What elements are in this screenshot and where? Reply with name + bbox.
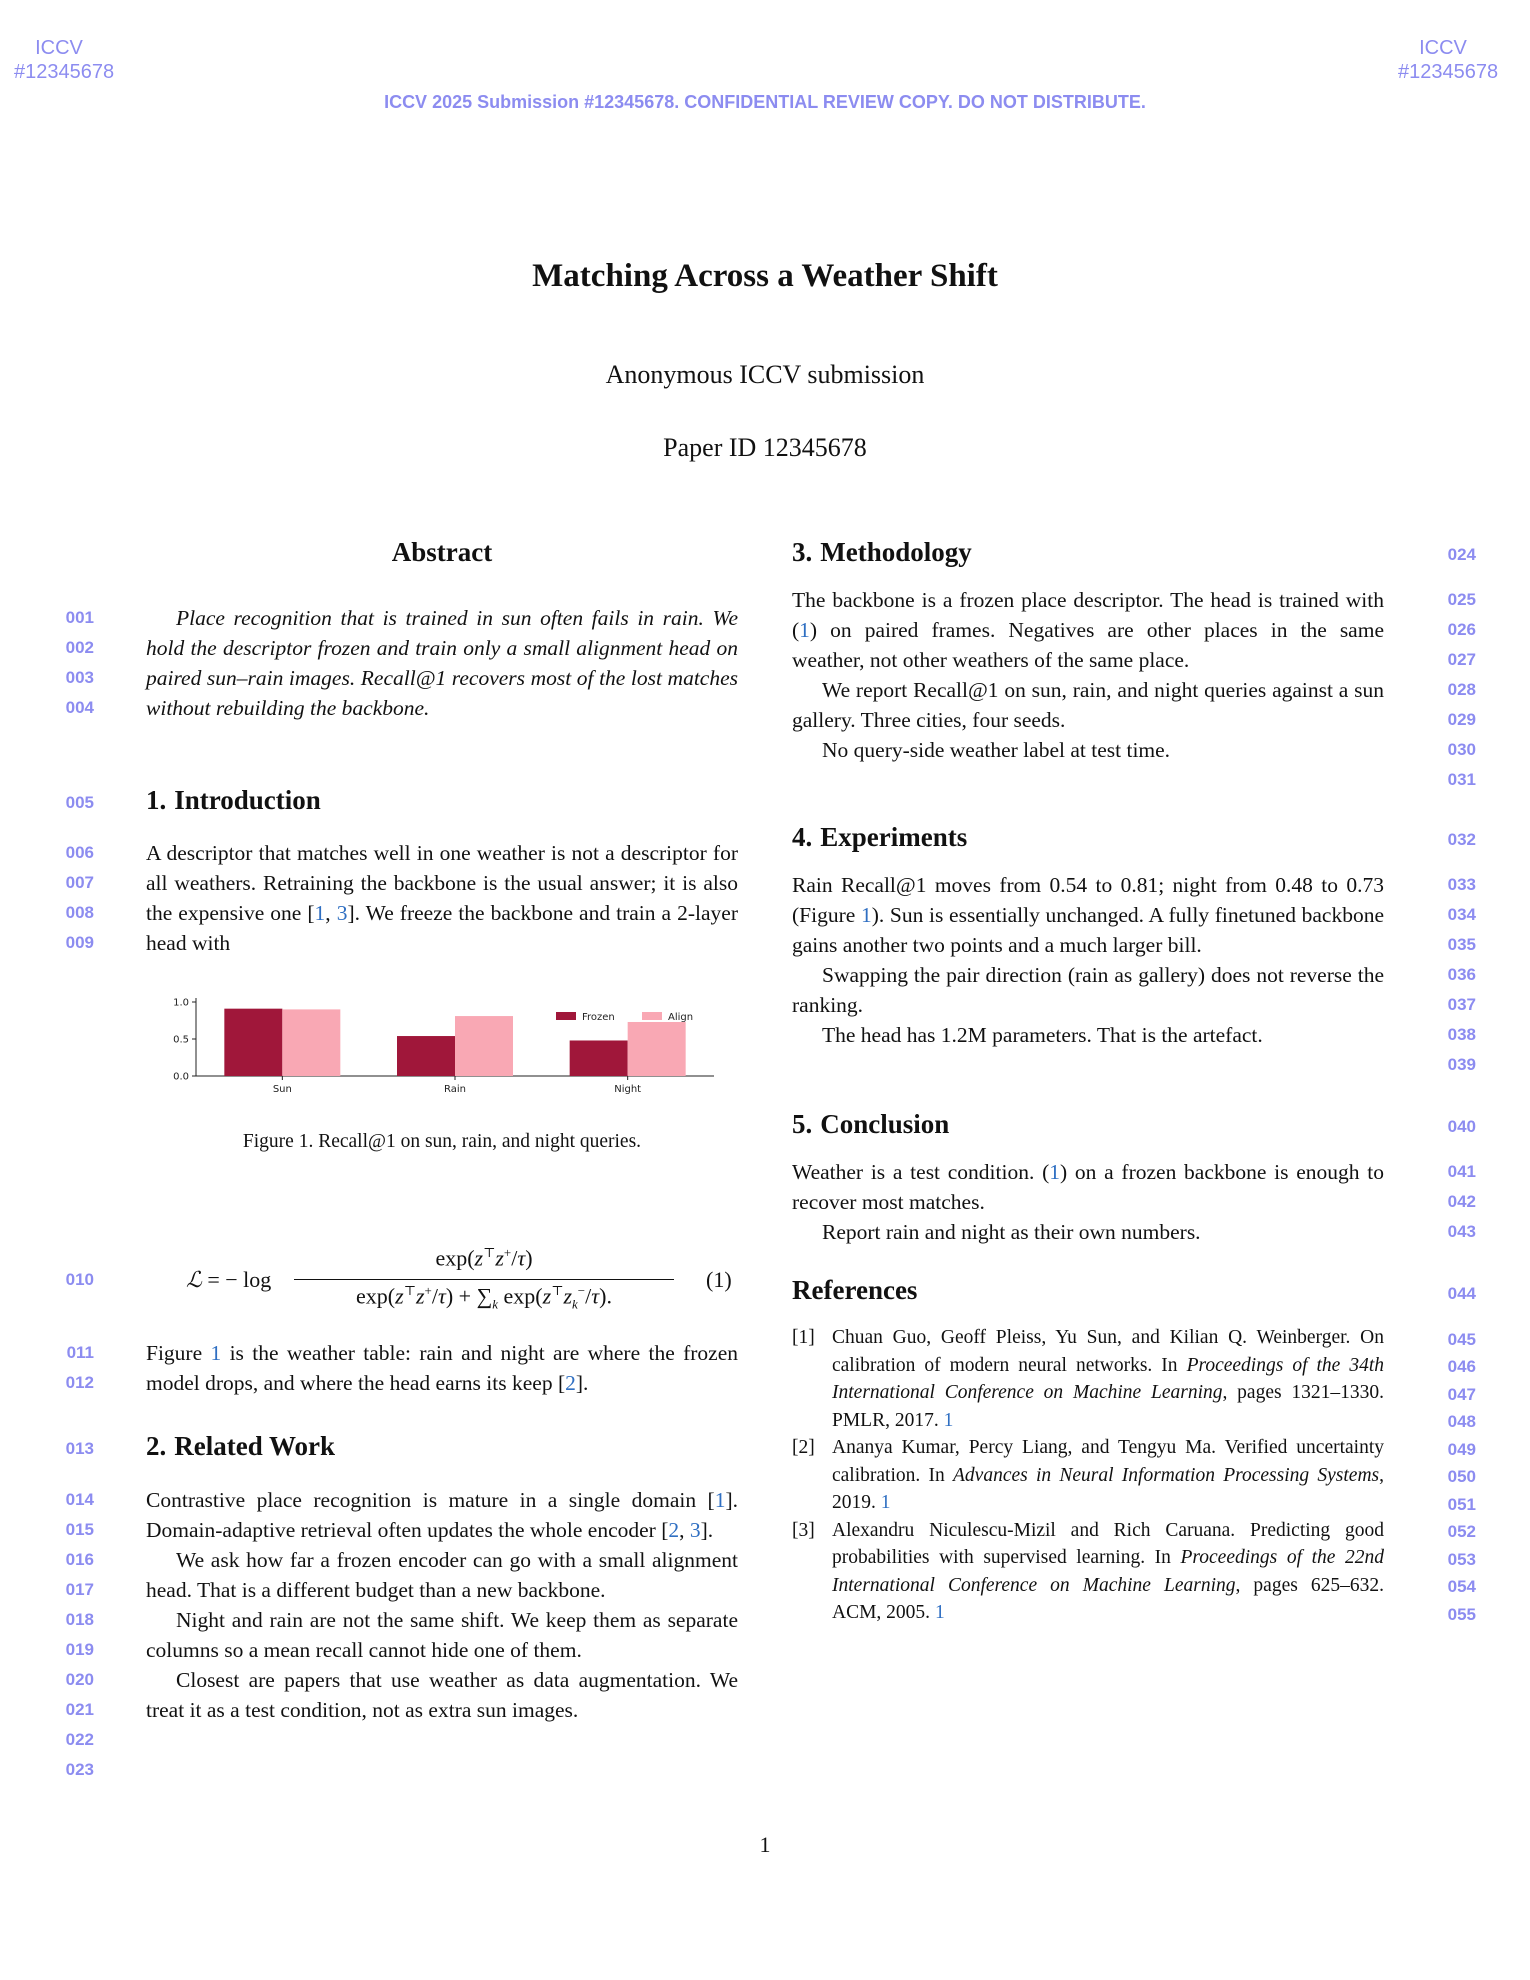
abstract-heading: Abstract xyxy=(391,537,493,567)
left-header-id: #12345678 xyxy=(14,61,115,83)
related-paragraph-3: Night and rain are not the same shift. We keep them as separate columns so a mean recall cannot hide one of them. xyxy=(146,1608,738,1662)
reference-details: , pages 1321–1330. PMLR, 2017. xyxy=(832,1382,1384,1431)
intro-section-number: 1. xyxy=(146,785,167,815)
bar-frozen-rain xyxy=(397,1036,455,1076)
chart-legend xyxy=(556,1012,693,1023)
line-number: 016 xyxy=(65,1550,94,1569)
citation-link-2[interactable]: 2 xyxy=(668,1518,680,1542)
line-number: 039 xyxy=(1447,1055,1476,1074)
experiments-paragraph-2: Swapping the pair direction (rain as gallery) does not reverse the ranking. xyxy=(792,963,1384,1017)
conclusion-text-1: Weather is a test condition. ( xyxy=(792,1160,1050,1184)
line-number: 050 xyxy=(1447,1467,1476,1486)
method-section-number: 3. xyxy=(792,537,813,567)
conclusion-paragraph-2: Report rain and night as their own numbers. xyxy=(822,1220,1201,1244)
bar-align-sun xyxy=(282,1009,340,1076)
intro-section-title: Introduction xyxy=(174,785,321,815)
x-tick-label: Sun xyxy=(272,1084,292,1095)
intro-heading xyxy=(146,785,321,816)
line-number: 045 xyxy=(1447,1330,1476,1349)
reference-item-2 xyxy=(792,1434,1384,1517)
experiments-text-2: ). Sun is essentially unchanged. A fully finetuned backbone gains another two points and a much larger bill. xyxy=(792,903,1385,957)
reference-authors: Chuan Guo, Geoff Pleiss, Yu Sun, and Kilian Q. Weinberger. On calibration of modern neural networks. In xyxy=(832,1327,1384,1376)
reference-label: [3] xyxy=(792,1519,815,1541)
figure-1-link[interactable]: 1 xyxy=(210,1341,222,1365)
line-number: 044 xyxy=(1447,1284,1476,1303)
equation-1-link[interactable]: 1 xyxy=(799,618,810,642)
loss-equation xyxy=(186,1245,676,1313)
conclusion-section-title: Conclusion xyxy=(820,1109,950,1139)
x-tick-label: Rain xyxy=(444,1084,466,1095)
line-number: 015 xyxy=(65,1520,94,1539)
line-number: 040 xyxy=(1447,1117,1476,1136)
line-number: 054 xyxy=(1447,1577,1476,1596)
confidential-banner: ICCV 2025 Submission #12345678. CONFIDENTIAL REVIEW COPY. DO NOT DISTRIBUTE. xyxy=(384,92,1146,112)
equation-numerator: exp(z⊤z+/τ) xyxy=(435,1245,533,1271)
line-number: 020 xyxy=(65,1670,94,1689)
line-number: 004 xyxy=(65,698,94,717)
page-number: 1 xyxy=(759,1832,771,1857)
line-number: 028 xyxy=(1447,680,1476,699)
line-number: 002 xyxy=(65,638,94,657)
intro-text-2: ]. We freeze the backbone and train a 2-layer head with xyxy=(146,901,739,955)
paper-id: Paper ID 12345678 xyxy=(663,433,867,462)
related-paragraph-4: Closest are papers that use weather as data augmentation. We treat it as a test condition, not as extra sun images. xyxy=(146,1668,738,1722)
reference-label: [2] xyxy=(792,1437,815,1458)
fig-ref-text-2: is the weather table: rain and night are where the frozen model drops, and where the head earns its keep [ xyxy=(146,1341,738,1395)
line-number: 013 xyxy=(65,1439,94,1458)
experiments-heading xyxy=(792,822,967,853)
fig-ref-text-1: Figure xyxy=(146,1341,211,1365)
line-number: 048 xyxy=(1447,1412,1476,1431)
line-number: 043 xyxy=(1447,1222,1476,1241)
related-text-1: Contrastive place recognition is mature in a single domain [ xyxy=(146,1488,715,1512)
line-number: 026 xyxy=(1447,620,1476,639)
reference-venue: Proceedings of the 34th International Conference on Machine Learning xyxy=(832,1354,1384,1403)
right-header-id: #12345678 xyxy=(1398,61,1499,83)
line-number: 025 xyxy=(1447,590,1476,609)
related-citation-separator: , xyxy=(679,1518,690,1542)
reference-details: , pages 625–632. ACM, 2005. xyxy=(832,1574,1384,1623)
experiments-section-number: 4. xyxy=(792,822,813,852)
y-tick-label: 1.0 xyxy=(173,997,189,1009)
line-number: 017 xyxy=(65,1580,94,1599)
method-text-1: The backbone is a frozen place descriptor. The head is trained with ( xyxy=(792,588,1384,642)
line-number: 036 xyxy=(1447,965,1476,984)
figure-1-caption: Figure 1. Recall@1 on sun, rain, and night queries. xyxy=(242,1131,642,1152)
intro-paragraph xyxy=(146,838,738,958)
method-paragraph-1 xyxy=(792,585,1384,675)
line-number: 029 xyxy=(1447,710,1476,729)
related-paragraph-2: We ask how far a frozen encoder can go with a small alignment head. That is a different budget than a new backbone. xyxy=(146,1548,738,1602)
line-number: 022 xyxy=(65,1730,94,1749)
recall-bar-chart xyxy=(173,988,726,1098)
line-number: 027 xyxy=(1447,650,1476,669)
line-number: 018 xyxy=(65,1610,94,1629)
line-number: 034 xyxy=(1447,905,1476,924)
reference-details: , 2019. xyxy=(832,1464,1385,1513)
related-text-3: ]. xyxy=(700,1518,714,1542)
reference-authors: Ananya Kumar, Percy Liang, and Tengyu Ma. Verified uncertainty calibration. In xyxy=(832,1437,1384,1486)
methodology-heading xyxy=(792,537,972,568)
related-work-body xyxy=(146,1485,738,1725)
fig-ref-text-3: ]. xyxy=(575,1371,589,1395)
line-number: 023 xyxy=(65,1760,94,1779)
intro-text-1: A descriptor that matches well in one weather is not a descriptor for all weathers. Retraining the backbone is the usual answer; it is also the expensive one [ xyxy=(146,841,738,925)
intro-citation-separator: , xyxy=(325,901,337,925)
left-header-venue: ICCV xyxy=(35,37,83,59)
conclusion-heading xyxy=(792,1109,949,1140)
backref-link[interactable]: 1 xyxy=(943,1409,954,1431)
citation-link-2[interactable]: 2 xyxy=(565,1371,576,1395)
equation-number: (1) xyxy=(706,1267,732,1292)
equation-1-link[interactable]: 1 xyxy=(1049,1160,1060,1184)
line-number: 019 xyxy=(65,1640,94,1659)
line-number: 047 xyxy=(1447,1385,1476,1404)
y-tick-label: 0.5 xyxy=(173,1034,189,1046)
related-section-number: 2. xyxy=(146,1431,167,1461)
line-number: 008 xyxy=(65,903,94,922)
methodology-body xyxy=(792,585,1384,765)
line-number: 007 xyxy=(65,873,94,892)
paper-title: Matching Across a Weather Shift xyxy=(532,258,998,294)
related-paragraph-1 xyxy=(146,1485,738,1545)
line-number: 042 xyxy=(1447,1192,1476,1211)
line-number: 038 xyxy=(1447,1025,1476,1044)
left-header-tag xyxy=(14,36,115,84)
backref-link[interactable]: 1 xyxy=(934,1602,945,1623)
reference-authors: Alexandru Niculescu-Mizil and Rich Caruana. Predicting good probabilities with supervised learning. In xyxy=(832,1519,1384,1568)
equation-lhs: ℒ = − log xyxy=(186,1267,272,1292)
figure-1-link[interactable]: 1 xyxy=(860,903,872,927)
references-heading: References xyxy=(792,1275,918,1305)
line-number: 024 xyxy=(1447,545,1476,564)
line-number: 031 xyxy=(1447,770,1476,789)
experiments-text-1: Rain Recall@1 moves from 0.54 to 0.81; night from 0.48 to 0.73 (Figure xyxy=(792,873,1384,927)
figure-reference-paragraph xyxy=(146,1338,738,1398)
line-number: 035 xyxy=(1447,935,1476,954)
line-number: 032 xyxy=(1447,830,1476,849)
line-number: 005 xyxy=(65,793,94,812)
line-number: 006 xyxy=(65,843,94,862)
line-number: 014 xyxy=(65,1490,94,1509)
backref-link[interactable]: 1 xyxy=(880,1492,891,1513)
citation-link-1[interactable]: 1 xyxy=(314,901,326,925)
method-section-title: Methodology xyxy=(820,537,972,567)
right-header-tag xyxy=(1398,36,1499,84)
x-tick-label: Night xyxy=(614,1084,642,1095)
right-header-venue: ICCV xyxy=(1419,37,1467,59)
method-text-2: ) on paired frames. Negatives are other places in the same weather, not other weathers of the same place. xyxy=(792,618,1384,672)
conclusion-text-2: ) on a frozen backbone is enough to recover most matches. xyxy=(792,1160,1384,1214)
line-number: 003 xyxy=(65,668,94,687)
experiments-body xyxy=(792,870,1384,1050)
legend-label-align: Align xyxy=(668,1012,694,1023)
line-number: 041 xyxy=(1447,1162,1476,1181)
experiments-paragraph-3: The head has 1.2M parameters. That is the artefact. xyxy=(822,1023,1263,1047)
bar-frozen-sun xyxy=(224,1009,282,1076)
line-number: 010 xyxy=(65,1270,94,1289)
line-number: 012 xyxy=(65,1373,94,1392)
reference-label: [1] xyxy=(792,1327,815,1348)
line-number: 046 xyxy=(1447,1357,1476,1376)
bar-align-rain xyxy=(455,1016,513,1076)
line-number: 011 xyxy=(66,1343,94,1362)
legend-swatch-align xyxy=(642,1012,662,1020)
bar-frozen-night xyxy=(570,1040,628,1076)
line-number: 052 xyxy=(1447,1522,1476,1541)
abstract-body: Place recognition that is trained in sun often fails in rain. We hold the descriptor frozen and train only a small alignment head on paired sun–rain images. Recall@1 recovers most of the lost matches without rebuilding the backbone. xyxy=(146,606,738,720)
line-number: 033 xyxy=(1447,875,1476,894)
reference-venue: Proceedings of the 22nd International Conference on Machine Learning xyxy=(832,1547,1384,1596)
line-number: 030 xyxy=(1447,740,1476,759)
reference-item-3 xyxy=(792,1517,1384,1627)
citation-link-3[interactable]: 3 xyxy=(336,901,348,925)
y-tick-label: 0.0 xyxy=(173,1071,189,1083)
reference-item-1 xyxy=(792,1324,1384,1434)
bar-align-night xyxy=(628,1022,686,1076)
conclusion-paragraph-1 xyxy=(792,1157,1384,1217)
line-number: 001 xyxy=(65,608,94,627)
line-number: 037 xyxy=(1447,995,1476,1014)
line-number: 055 xyxy=(1447,1605,1476,1624)
line-number: 053 xyxy=(1447,1550,1476,1569)
line-number: 051 xyxy=(1447,1495,1476,1514)
line-number: 049 xyxy=(1447,1440,1476,1459)
experiments-paragraph-1 xyxy=(792,870,1384,960)
author-line: Anonymous ICCV submission xyxy=(605,360,925,389)
related-section-title: Related Work xyxy=(174,1431,335,1461)
related-text-2: ]. Domain-adaptive retrieval often updates the whole encoder [ xyxy=(146,1488,738,1542)
conclusion-section-number: 5. xyxy=(792,1109,813,1139)
equation-denominator: $\exp(z^⊤z^+/\tau) + \sum_k$ $\exp(z^⊤z_k^-/\tau)$. xyxy=(356,1283,612,1312)
method-paragraph-2: We report Recall@1 on sun, rain, and night queries against a sun gallery. Three cities, four seeds. xyxy=(792,678,1384,732)
line-number: 021 xyxy=(65,1700,94,1719)
line-number: 009 xyxy=(65,933,94,952)
chart-bars xyxy=(224,1009,685,1076)
equation-fraction-bar xyxy=(294,1279,674,1280)
method-paragraph-3: No query-side weather label at test time. xyxy=(822,738,1171,762)
related-work-heading xyxy=(146,1431,335,1462)
legend-label-frozen: Frozen xyxy=(582,1012,615,1023)
citation-link-1[interactable]: 1 xyxy=(714,1488,726,1512)
citation-link-3[interactable]: 3 xyxy=(689,1518,701,1542)
reference-list xyxy=(792,1324,1384,1627)
experiments-section-title: Experiments xyxy=(820,822,968,852)
conclusion-body xyxy=(792,1157,1384,1247)
reference-venue: Advances in Neural Information Processing Systems xyxy=(953,1464,1380,1486)
legend-swatch-frozen xyxy=(556,1012,576,1020)
